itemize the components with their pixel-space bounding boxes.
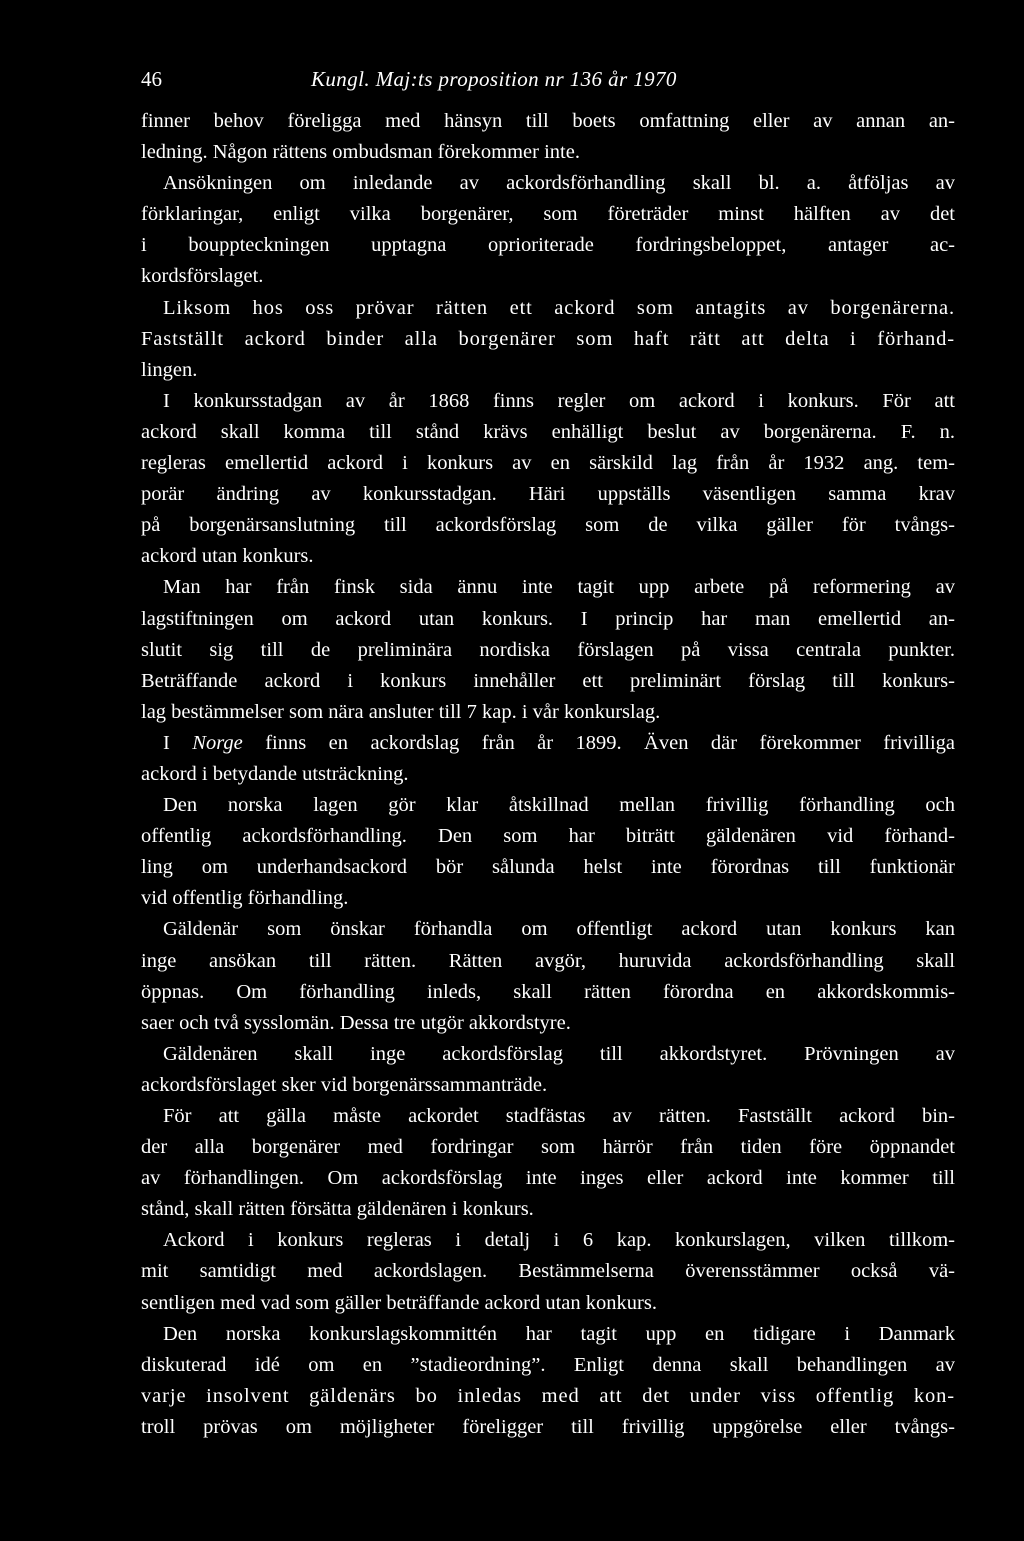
text-line: stånd, skall rätten försätta gäldenären i konkurs. [141,1198,534,1221]
text-line: saer och två sysslomän. Dessa tre utgör akkordstyre. [141,1011,571,1034]
text-line: Den norska lagen gör klar åtskillnad mellan frivillig förhandling och [163,794,955,817]
text-line: på borgenärsanslutning till ackordsförslag som de vilka gäller för tvångs- [141,514,955,537]
text-line: porär ändring av konkursstadgan. Häri uppställs väsentligen samma krav [141,483,955,506]
text-line: mit samtidigt med ackordslagen. Bestämmelserna överensstämmer också vä- [141,1260,955,1283]
text-line: Man har från finsk sida ännu inte tagit upp arbete på reformering av [163,576,955,599]
text-line: inge ansökan till rätten. Rätten avgör, huruvida ackordsförhandling skall [141,949,955,972]
text-line: I konkursstadgan av år 1868 finns regler om ackord i konkurs. För att [163,389,955,412]
text-line: diskuterad idé om en ”stadieordning”. Enligt denna skall behandlingen av [141,1353,955,1376]
text-line: Fastställt ackord binder alla borgenärer som haft rätt att delta i förhand- [141,327,955,350]
text-line: Gäldenären skall inge ackordsförslag till akkordstyret. Prövningen av [163,1042,955,1065]
text-line: Beträffande ackord i konkurs innehåller ett preliminärt förslag till konkurs- [141,669,955,692]
body-text [141,106,955,1443]
text-line: vid offentlig förhandling. [141,887,349,910]
page-header [141,62,955,96]
text-line: ackord utan konkurs. [141,545,314,568]
text-line: sentligen med vad som gäller beträffande ackord utan konkurs. [141,1291,657,1314]
text-line: ackordsförslaget sker vid borgenärssammanträde. [141,1073,548,1096]
text-line: Liksom hos oss prövar rätten ett ackord som antagits av borgenärerna. [163,296,955,319]
text-line: der alla borgenärer med fordringar som härrör från tiden före öppnandet [141,1136,955,1159]
text-line: i bouppteckningen upptagna oprioriterade fordringsbeloppet, antager ac- [141,234,955,257]
text-line: lag bestämmelser som nära ansluter till 7 kap. i vår konkurslag. [141,700,661,723]
text-line: lingen. [141,358,198,381]
text-line: Ansökningen om inledande av ackordsförhandling skall bl. a. åtföljas av [163,172,955,195]
text-line: ling om underhandsackord bör sålunda helst inte förordnas till funktionär [141,856,955,879]
text-line [141,728,955,759]
text-line: ledning. Någon rättens ombudsman förekommer inte. [141,141,580,164]
text-line: varje insolvent gäldenärs bo inledas med att det under viss offentlig kon- [141,1384,955,1407]
text-line: Gäldenär som önskar förhandla om offentligt ackord utan konkurs kan [163,918,955,941]
running-title: Kungl. Maj:ts proposition nr 136 år 1970 [311,67,677,91]
text-line: förklaringar, enligt vilka borgenärer, som företräder minst hälften av det [141,203,955,226]
text-line: finner behov föreligga med hänsyn till boets omfattning eller av annan an- [141,110,955,132]
text-line: offentlig ackordsförhandling. Den som har biträtt gäldenären vid förhand- [141,825,955,848]
text-line: troll prövas om möjligheter föreligger till frivillig uppgörelse eller tvångs- [141,1415,955,1438]
country-name: Norge [192,731,243,754]
text-line: kordsförslaget. [141,265,264,288]
text-fragment: finns en ackordslag från år 1899. Även där förekommer frivilliga [242,731,956,754]
text-line: För att gälla måste ackordet stadfästas av rätten. Fastställt ackord bin- [163,1105,955,1127]
text-fragment: I [163,731,193,754]
text-line: Ackord i konkurs regleras i detalj i 6 kap. konkurslagen, vilken tillkom- [163,1229,955,1252]
text-line: lagstiftningen om ackord utan konkurs. I princip har man emellertid an- [141,607,955,630]
page-number: 46 [141,67,162,91]
text-line: öppnas. Om förhandling inleds, skall rätten förordna en akkordskommis- [141,980,955,1003]
text-line: Den norska konkurslagskommittén har tagit upp en tidigare i Danmark [163,1322,955,1345]
text-line: ackord i betydande utsträckning. [141,762,409,785]
text-line: av förhandlingen. Om ackordsförslag inte inges eller ackord inte kommer till [141,1167,955,1190]
text-line: slutit sig till de preliminära nordiska förslagen på vissa centrala punkter. [141,638,955,661]
text-line: regleras emellertid ackord i konkurs av en särskild lag från år 1932 ang. tem- [141,452,955,475]
text-line: ackord skall komma till stånd krävs enhälligt beslut av borgenärerna. F. n. [141,420,955,443]
